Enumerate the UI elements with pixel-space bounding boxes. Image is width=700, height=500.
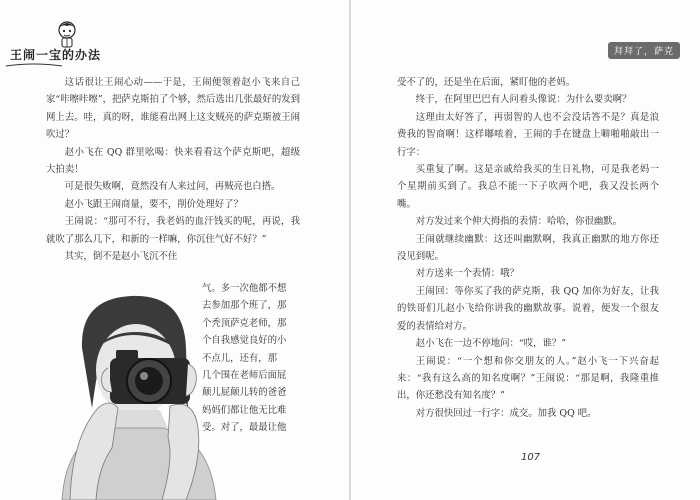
paragraph: 终于，在阿里巴巴有人问着头像说：为什么要卖啊？: [415, 94, 632, 106]
paragraph: 其实，倒不是赵小飞沉不住: [64, 251, 178, 263]
paragraph: 买重复了啊。这是亲戚给我买的生日礼物，可是我老妈一个星期前买到了。我总不能一下子吹两个吧，我又没长两个嘴。: [397, 164, 659, 210]
text-line: 妈妈们都让他无比难: [202, 404, 287, 416]
chapter-title-badge: 拜拜了，萨克: [608, 42, 680, 59]
paragraph: 王闹说：“那可不行，我老妈的血汗钱买的呢，再说，我就吹了那么几下，和新的一样嘛，你沉住气好不好？”: [46, 216, 300, 245]
paragraph: 王闹回：等你买了我的萨克斯，我 QQ 加你为好友，让我的铁哥们儿赵小飞给你讲我的幽默故事。说着，便发一个很友爱的表情给对方。: [397, 285, 659, 332]
text-line: 颠儿屁颠儿转的爸爸: [202, 387, 287, 399]
paragraph: 这话很让王闹心动——于是，王闹便领着赵小飞来自己家“咔嚓咔嚓”，把萨克斯拍了个够，然后选出几张最好的发到网上去。哇，真的呀，谁能看出网上这支贼亮的萨克斯被王闹吹过？: [46, 77, 300, 141]
header-underline-swoosh: [4, 60, 64, 70]
paragraph: 对方送来一个表情：哦？: [415, 268, 519, 280]
paragraph: 赵小飞跟王闹商量，要不，削价处理好了？: [64, 198, 243, 210]
paragraph: 对方发过来个伸大拇指的表情：哈哈，你很幽默。: [415, 216, 623, 228]
paragraph: 赵小飞在 QQ 群里吆喝：快来看看这个萨克斯吧，超级大拍卖！: [46, 146, 300, 176]
text-line: 受。对了，最最让他: [202, 422, 287, 434]
left-body-text: [46, 74, 300, 265]
text-line: 气。多一次他都不想: [202, 283, 287, 294]
running-header-left: [4, 20, 114, 68]
paragraph: 这理由太好答了，再弱智的人也不会没话答不是？真是浪费我的智商啊！这样嘟哝着，王闹的手在键盘上噼啪啪敲出一行字：: [397, 111, 659, 158]
text-line: 个秃顶萨克老师，那: [202, 317, 287, 329]
paragraph: 受不了的，还是坐在后面，紧盯他的老妈。: [397, 77, 576, 88]
paragraph: 赵小飞在一边不停地问：“哎，谁？”: [415, 338, 567, 350]
header-book-title: 王闹一宝的办法: [10, 48, 102, 62]
text-line: 几个围在老师后面屁: [202, 370, 287, 382]
text-line: 个自我感觉良好的小: [202, 335, 287, 347]
paragraph: 对方很快回过一行字：成交。加我 QQ 吧。: [415, 407, 597, 419]
page-number: 107: [521, 452, 541, 463]
paragraph: 可是很失败啊，竟然没有人来过问，再贼亮也白搭。: [64, 181, 281, 193]
paragraph: 王闹就继续幽默：这还叫幽默啊，我真正幽默的地方你还没见到呢。: [397, 233, 659, 263]
left-page: [0, 0, 349, 500]
right-body-text: [397, 74, 659, 422]
text-line: 不点儿，还有，那: [202, 352, 278, 364]
text-line: 去参加那个班了，那: [202, 300, 287, 312]
right-page: [351, 0, 700, 500]
paragraph: 王闹说：“一个想和你交朋友的人。”赵小飞一下兴奋起来：“我有这么高的知名度啊？”王闹说：“那是啊，我隆重推出，你还愁没有知名度？”: [397, 355, 659, 402]
girl-with-camera-illustration: [52, 288, 222, 500]
